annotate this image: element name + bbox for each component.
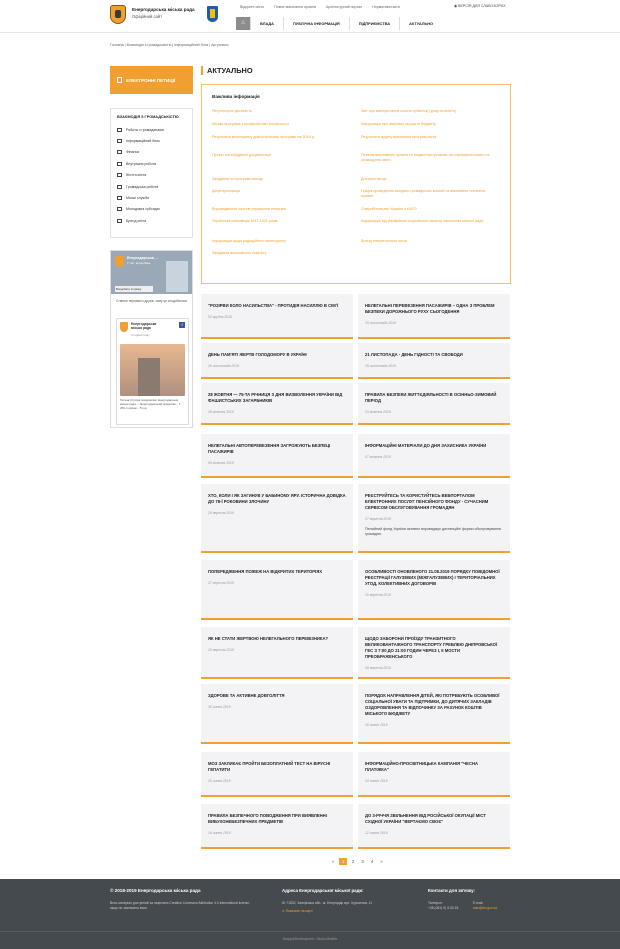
document-icon (117, 77, 122, 83)
news-title[interactable]: НЕЛЕГАЛЬНІ АВТОПЕРЕВЕЗЕННЯ ЗАГРОЖУЮТЬ БЕЗПЕЦІ ПАСАЖИРІВ (208, 443, 331, 454)
news-title[interactable]: ПРАВИЛА БЕЗПЕКИ ЖИТТЄДІЯЛЬНОСТІ В ОСІННЬО-ЗИМОВИЙ ПЕРІОД (365, 392, 497, 403)
sidebar-item[interactable] (117, 204, 186, 215)
post-avatar (120, 322, 128, 332)
sidebar-item[interactable] (117, 135, 186, 146)
footer-divider (0, 931, 620, 932)
sidebar-item-label: Громадська робота (126, 184, 159, 189)
nav-item-vlada[interactable]: ВЛАДА (250, 17, 283, 30)
news-date: 20 листопада 2019 (208, 363, 239, 368)
news-title[interactable]: ЗДОРОВЕ ТА АКТИВНЕ ДОВГОЛІТТЯ (208, 693, 285, 698)
accessibility-label: ВЕРСІЯ ДЛЯ СЛАБОЗОРИХ (458, 4, 506, 8)
footer (0, 879, 620, 949)
fb-like-button[interactable]: Вподобати сторінку (115, 286, 153, 292)
info-link[interactable]: Бренд енергетичного міста (361, 239, 408, 243)
footer-email (473, 901, 497, 911)
news-card[interactable] (201, 434, 353, 478)
info-link[interactable]: Інформація від управління соціального захисту населення міської ради (361, 219, 484, 223)
news-date: 02 грудня 2019 (208, 314, 232, 319)
news-title[interactable]: ХТО, КОЛИ І ЯК ЗАГИНУВ У БАБИНОМУ ЯРУ. ІСТОРИЧНА ДОВІДКА ДО 78-Ї РОКОВИНИ ЗЛОЧИНУ (208, 493, 346, 504)
sidebar-item-label: Інформаційний блок (126, 139, 160, 144)
fb-page-name[interactable]: Енергодарська ... (127, 256, 158, 260)
people-icon (117, 128, 122, 132)
info-link[interactable]: Засідання виконавчого комітету (212, 251, 267, 255)
news-date: 09 вересня 2019 (365, 665, 391, 670)
info-link[interactable]: Інформація щодо радіаційного моніторингу (212, 239, 286, 243)
news-date: 27 вересня 2019 (208, 580, 234, 585)
news-card[interactable] (201, 343, 353, 379)
sidebar-item[interactable] (117, 170, 186, 181)
nav-item-actual[interactable]: АКТУАЛЬНО (399, 17, 442, 30)
subsidy-icon (117, 207, 122, 211)
info-link[interactable]: Звіт про використання коштів субвенції (уряд сплатить) (361, 109, 457, 113)
news-title[interactable]: ІНФОРМАЦІЙНО-ПРОСВІТНИЦЬКА КАМПАНІЯ "ЧЕСНА ПЛАТІЖКА" (365, 761, 479, 772)
nav-item-enterprises[interactable]: ПІДПРИЄМСТВА (349, 17, 399, 30)
page-3[interactable]: 3 (361, 859, 364, 864)
news-title[interactable]: ПРАВИЛА БЕЗПЕЧНОГО ПОВОДЖЕННЯ ПРИ ВИЯВЛЕННІ ВИБУХОНЕБЕЗПЕЧНИХ ПРЕДМЕТІВ (208, 813, 327, 824)
footer-copyright: © 2018-2019 Енергодарська міська рада (110, 888, 201, 893)
facebook-cover[interactable] (111, 251, 192, 294)
news-date: 28 жовтня 2019 (208, 409, 234, 414)
news-date: 10 вересня 2019 (208, 647, 234, 652)
footer-license: Весь матеріал доступний за ліцензією Creative Commons Attribution 4.0 International license, якщо не зазначено інше. (110, 901, 250, 910)
news-card[interactable] (358, 484, 510, 553)
news-date: 29 листопада 2019 (365, 320, 396, 325)
news-card[interactable] (358, 343, 510, 379)
fb-post[interactable] (116, 318, 189, 425)
sidebar-item-label: Фінанси (126, 150, 140, 155)
top-link[interactable]: Відкрите місто (240, 5, 265, 9)
sidebar-item[interactable] (117, 215, 186, 226)
news-card[interactable] (358, 627, 510, 679)
news-date: 29 вересня 2019 (208, 510, 234, 515)
city-coat-of-arms-logo[interactable] (110, 5, 126, 24)
nav-item-public-info[interactable]: ПУБЛІЧНА ІНФОРМАЦІЯ (283, 17, 349, 30)
info-link[interactable]: Результати аудиту виконання програм міста (361, 135, 437, 139)
news-date: 16 липня 2019 (208, 830, 231, 835)
news-date: 26 липня 2019 (365, 722, 388, 727)
page-2[interactable]: 2 (351, 859, 355, 864)
info-link[interactable]: Графік проведення засідань громадських комісій та виконання технічних правил (361, 189, 486, 198)
info-link[interactable]: Засідання по програмі молоді (212, 177, 263, 181)
sidebar-item[interactable] (117, 158, 186, 169)
home-icon[interactable]: ⌂ (236, 17, 250, 30)
news-title[interactable]: ПОПЕРЕДЖЕННЯ ПОЖЕЖ НА ВІДКРИТИХ ТЕРИТОРІЯХ (208, 569, 323, 574)
post-time: 4 години тому (131, 333, 150, 337)
page-title: АКТУАЛЬНО (201, 66, 253, 75)
footer-phone (428, 901, 458, 911)
sidebar-item-label: Внутрішня робота (126, 161, 157, 166)
info-link[interactable]: Доступні місця (361, 177, 387, 181)
sidebar-item-label: Молодіжна субсидія (126, 207, 160, 212)
news-title[interactable]: 28 ЖОВТНЯ — 75-ТА РІЧНИЦЯ З ДНЯ ВИЗВОЛЕННЯ УКРАЇНИ ВІД ФАШИСТСЬКИХ ЗАГАРБНИКІВ (208, 392, 343, 403)
fb-followers: 7 тис. вподобань (127, 261, 151, 265)
next-page[interactable]: » (380, 859, 383, 864)
news-title[interactable]: ДЕНЬ ПАМ'ЯТІ ЖЕРТВ ГОЛОДОМОРУ В УКРАЇНІ (208, 352, 307, 357)
news-title[interactable]: ІНФОРМАЦІЙНІ МАТЕРІАЛИ ДО ДНЯ ЗАХИСНИКА УКРАЇНИ (365, 443, 487, 448)
news-date: 23 жовтня 2019 (365, 409, 391, 414)
news-card[interactable] (201, 560, 353, 620)
cover-building-image (166, 261, 188, 292)
facebook-icon[interactable]: f (179, 322, 185, 328)
news-card[interactable] (358, 383, 510, 425)
main-nav (236, 17, 442, 30)
email-label: E-mail: (473, 901, 484, 905)
page-1[interactable]: 1 (339, 858, 346, 865)
info-link[interactable]: Проект містобудівної документації (212, 153, 271, 157)
news-excerpt: Пенсійний фонд України активно впроваджує дистанційні форми обслуговування громадян. (365, 526, 501, 536)
post-author[interactable]: Енергодарська міська рада (131, 322, 157, 330)
sidebar-item[interactable] (117, 124, 186, 135)
header (0, 0, 620, 33)
brand-icon (117, 219, 122, 223)
footer-address-title: Адреса Енергодарської міської ради: (282, 888, 364, 893)
community-icon (117, 185, 122, 189)
news-card[interactable] (358, 804, 510, 849)
news-card[interactable] (201, 383, 353, 425)
header-divider (0, 32, 620, 33)
info-link[interactable]: Регуляторна діяльність (212, 109, 252, 113)
news-date: 15 листопада 2019 (365, 363, 396, 368)
info-link[interactable]: Децентралізація (212, 189, 241, 193)
finance-icon (117, 150, 122, 154)
news-title[interactable]: "РОЗІРВИ КОЛО НАСИЛЬСТВА" - ПРОТИДІЯ НАСИЛЛЮ В СІМ'Ї (208, 303, 338, 308)
ukraine-emblem-icon (207, 6, 218, 22)
news-card[interactable] (358, 560, 510, 620)
news-card[interactable] (358, 434, 510, 478)
briefcase-icon (117, 162, 122, 166)
news-card[interactable] (358, 684, 510, 744)
news-date: 24 липня 2019 (365, 778, 388, 783)
news-date: 09 жовтня 2019 (208, 460, 234, 465)
news-card[interactable] (201, 752, 353, 797)
info-link[interactable]: Впровадження систем управління енергією (212, 207, 287, 211)
news-title[interactable]: ЩОДО ЗАБОРОНИ ПРОЇЗДУ ТРАНЗИТНОГО ВЕЛИКОВАНТАЖНОГО ТРАНСПОРТУ ГРЕБЛЕЮ ДНІПРОВСЬКОЇ ГЕС З 7:00 ДО 21:00 ГОДИН ЧЕРЕЗ І, ІІ МОСТИ ПРЕОБРАЖЕНСЬКОГО (365, 636, 498, 659)
news-date: 20 вересня 2019 (365, 592, 391, 597)
phone-value[interactable]: +38 (061) 9) 3-32-33 (428, 905, 459, 910)
phone-label: Телефон: (428, 901, 443, 905)
info-link[interactable]: Перелік виконавчих органів та бюджетних установ, які отримують кошти та розміщують звіти (361, 153, 490, 162)
footer-address: Ю 71502, Запорізька обл., м. Енергодар вул. Курчатова, 11 (282, 901, 373, 905)
news-title[interactable]: НЕЛЕГАЛЬНІ ПЕРЕВЕЗЕННЯ ПАСАЖИРІВ – ОДНА З ПРОБЛЕМ БЕЗПЕКИ ДОРОЖНЬОГО РУХУ СЬОГОДЕННЯ (365, 303, 495, 314)
services-icon (117, 196, 122, 200)
news-card[interactable] (201, 804, 353, 849)
post-caption: Тетяна Стрілка повідомляє: Енергодарська міська рада — Енергодарський процвітає... 1 250 сторінок... 5 год (120, 398, 181, 410)
info-link[interactable]: Міська програма з профілактики злочинності (212, 122, 289, 126)
sidebar-item[interactable] (117, 192, 186, 203)
info-link[interactable]: Українська революція 1917-1921 років (212, 219, 278, 223)
info-link[interactable]: Інформація про закупівлі за кошти бюджету (361, 122, 436, 126)
show-on-map-link[interactable]: ⊙ Показати на карті (282, 909, 313, 913)
fb-friends-text: Станьте першим із друзів, хому це сподобалося (116, 299, 187, 303)
footer-developer[interactable]: Design&Development - Studio Mindflix (282, 937, 338, 941)
email-value[interactable]: adm@en.gov.ua (473, 905, 497, 910)
news-card[interactable] (201, 294, 353, 339)
site-subtitle: Офіційний сайт (132, 14, 163, 19)
e-petitions-button[interactable] (110, 66, 193, 94)
site-title[interactable]: Енергодарська міська рада (132, 7, 195, 12)
map-link-label: Показати на карті (285, 909, 313, 913)
info-title: Важлива інформація (212, 94, 260, 99)
sidebar-menu-title: ВЗАЄМОДІЯ З ГРОМАДСЬКІСТЮ (117, 115, 179, 119)
news-title[interactable]: ДО 3-РІЧЧЯ ЗВІЛЬНЕННЯ ВІД РОСІЙСЬКОЇ ОКУПАЦІЇ МІСТ СХІДНОЇ УКРАЇНИ "ВЕРТАЄМО СВОЄ" (365, 813, 486, 824)
pagination (330, 858, 385, 865)
news-card[interactable] (201, 627, 353, 679)
sidebar-item-label: Міські служби (126, 196, 150, 201)
footer-contacts-title: Контакти для зв'язку: (428, 888, 475, 893)
news-card[interactable] (201, 484, 353, 553)
important-info-box (201, 84, 511, 284)
top-links (240, 5, 400, 9)
top-link[interactable]: Архітектурний портал (325, 5, 363, 9)
news-date: 12 липня 2019 (365, 830, 388, 835)
news-date: 25 липня 2019 (208, 778, 231, 783)
sidebar-menu (110, 108, 193, 238)
info-icon (117, 139, 122, 143)
news-card[interactable] (358, 752, 510, 797)
news-title[interactable]: 21 ЛИСТОПАДА - ДЕНЬ ГІДНОСТІ ТА СВОБОДИ (365, 352, 463, 357)
sidebar-item[interactable] (117, 147, 186, 158)
news-title[interactable]: МОЗ ЗАКЛИКАЄ ПРОЙТИ БЕЗОПЛАТНИЙ ТЕСТ НА ВІРУСНІ ГЕПАТИТИ (208, 761, 331, 772)
city-icon (117, 173, 122, 177)
sidebar-item-label: Бренд міста (126, 218, 147, 223)
accessibility-version-button[interactable]: ◉ ВЕРСІЯ ДЛЯ СЛАБОЗОРИХ (454, 4, 506, 8)
news-date: 07 жовтня 2019 (365, 454, 391, 459)
news-title[interactable]: ПОРЯДОК НАПРАВЛЕННЯ ДІТЕЙ, ЯКІ ПОТРЕБУЮТЬ ОСОБЛИВОЇ СОЦІАЛЬНОЇ УВАГИ ТА ПІДТРИМКИ, ДО ДИТЯЧИХ ЗАКЛАДІВ ОЗДОРОВЛЕННЯ ТА ВІДПОЧИНКУ ЗА РАХУНОК КОШТІВ МІСЬКОГО БЮДЖЕТУ (365, 693, 500, 716)
page-4[interactable]: 4 (370, 859, 374, 864)
top-link[interactable]: Повне виконання органів (274, 5, 316, 9)
sidebar-item[interactable] (117, 181, 186, 192)
news-title[interactable]: ОСОБЛИВОСТІ ОНОВЛЕНОГО 21.08.2019 ПОРЯДКУ ПОВІДОМНОЇ РЕЄСТРАЦІЇ ГАЛУЗЕВИХ (МІЖГАЛУЗЕВИХ) І ТЕРИТОРІАЛЬНИХ УГОД, КОЛЕКТИВНИХ ДОГОВОРІВ (365, 569, 500, 586)
news-title[interactable]: ЯК НЕ СТАТИ ЖЕРТВОЮ НЕЛЕГАЛЬНОГО ПЕРЕВІЗНИКА? (208, 636, 329, 641)
news-card[interactable] (358, 294, 510, 339)
news-title[interactable]: РЕЄСТРУЙТЕСЬ ТА КОРИСТУЙТЕСЬ ВЕБПОРТАЛОМ ЕЛЕКТРОННИХ ПОСЛУГ ПЕНСІЙНОГО ФОНДУ - СУЧАСНИМ СЕРВІСОМ ОБСЛУГОВУВАННЯ ГРОМАДЯН (365, 493, 489, 510)
news-date: 30 липня 2019 (208, 704, 231, 709)
news-date: 27 вересня 2019 (365, 516, 391, 521)
info-link[interactable]: Співробітництво України з НАТО (361, 207, 417, 211)
e-petitions-label: ЕЛЕКТРОННІ ПЕТИЦІЇ (126, 77, 176, 83)
prev-page[interactable]: « (332, 859, 335, 864)
post-image[interactable] (120, 344, 185, 396)
page-logo (115, 256, 124, 267)
breadcrumb[interactable]: Головна | Взаємодія з громадськістю | Інформаційний блок | Актуально (110, 43, 229, 47)
sidebar-item-label: Робота з громадянами (126, 127, 164, 132)
info-link[interactable]: Результати моніторингу довгострокової програми на 2018 р. (212, 135, 315, 139)
news-card[interactable] (201, 684, 353, 744)
sidebar-item-label: Життя міста (126, 173, 147, 178)
top-link[interactable]: Нормативні акти (372, 5, 400, 9)
facebook-widget (110, 250, 193, 428)
